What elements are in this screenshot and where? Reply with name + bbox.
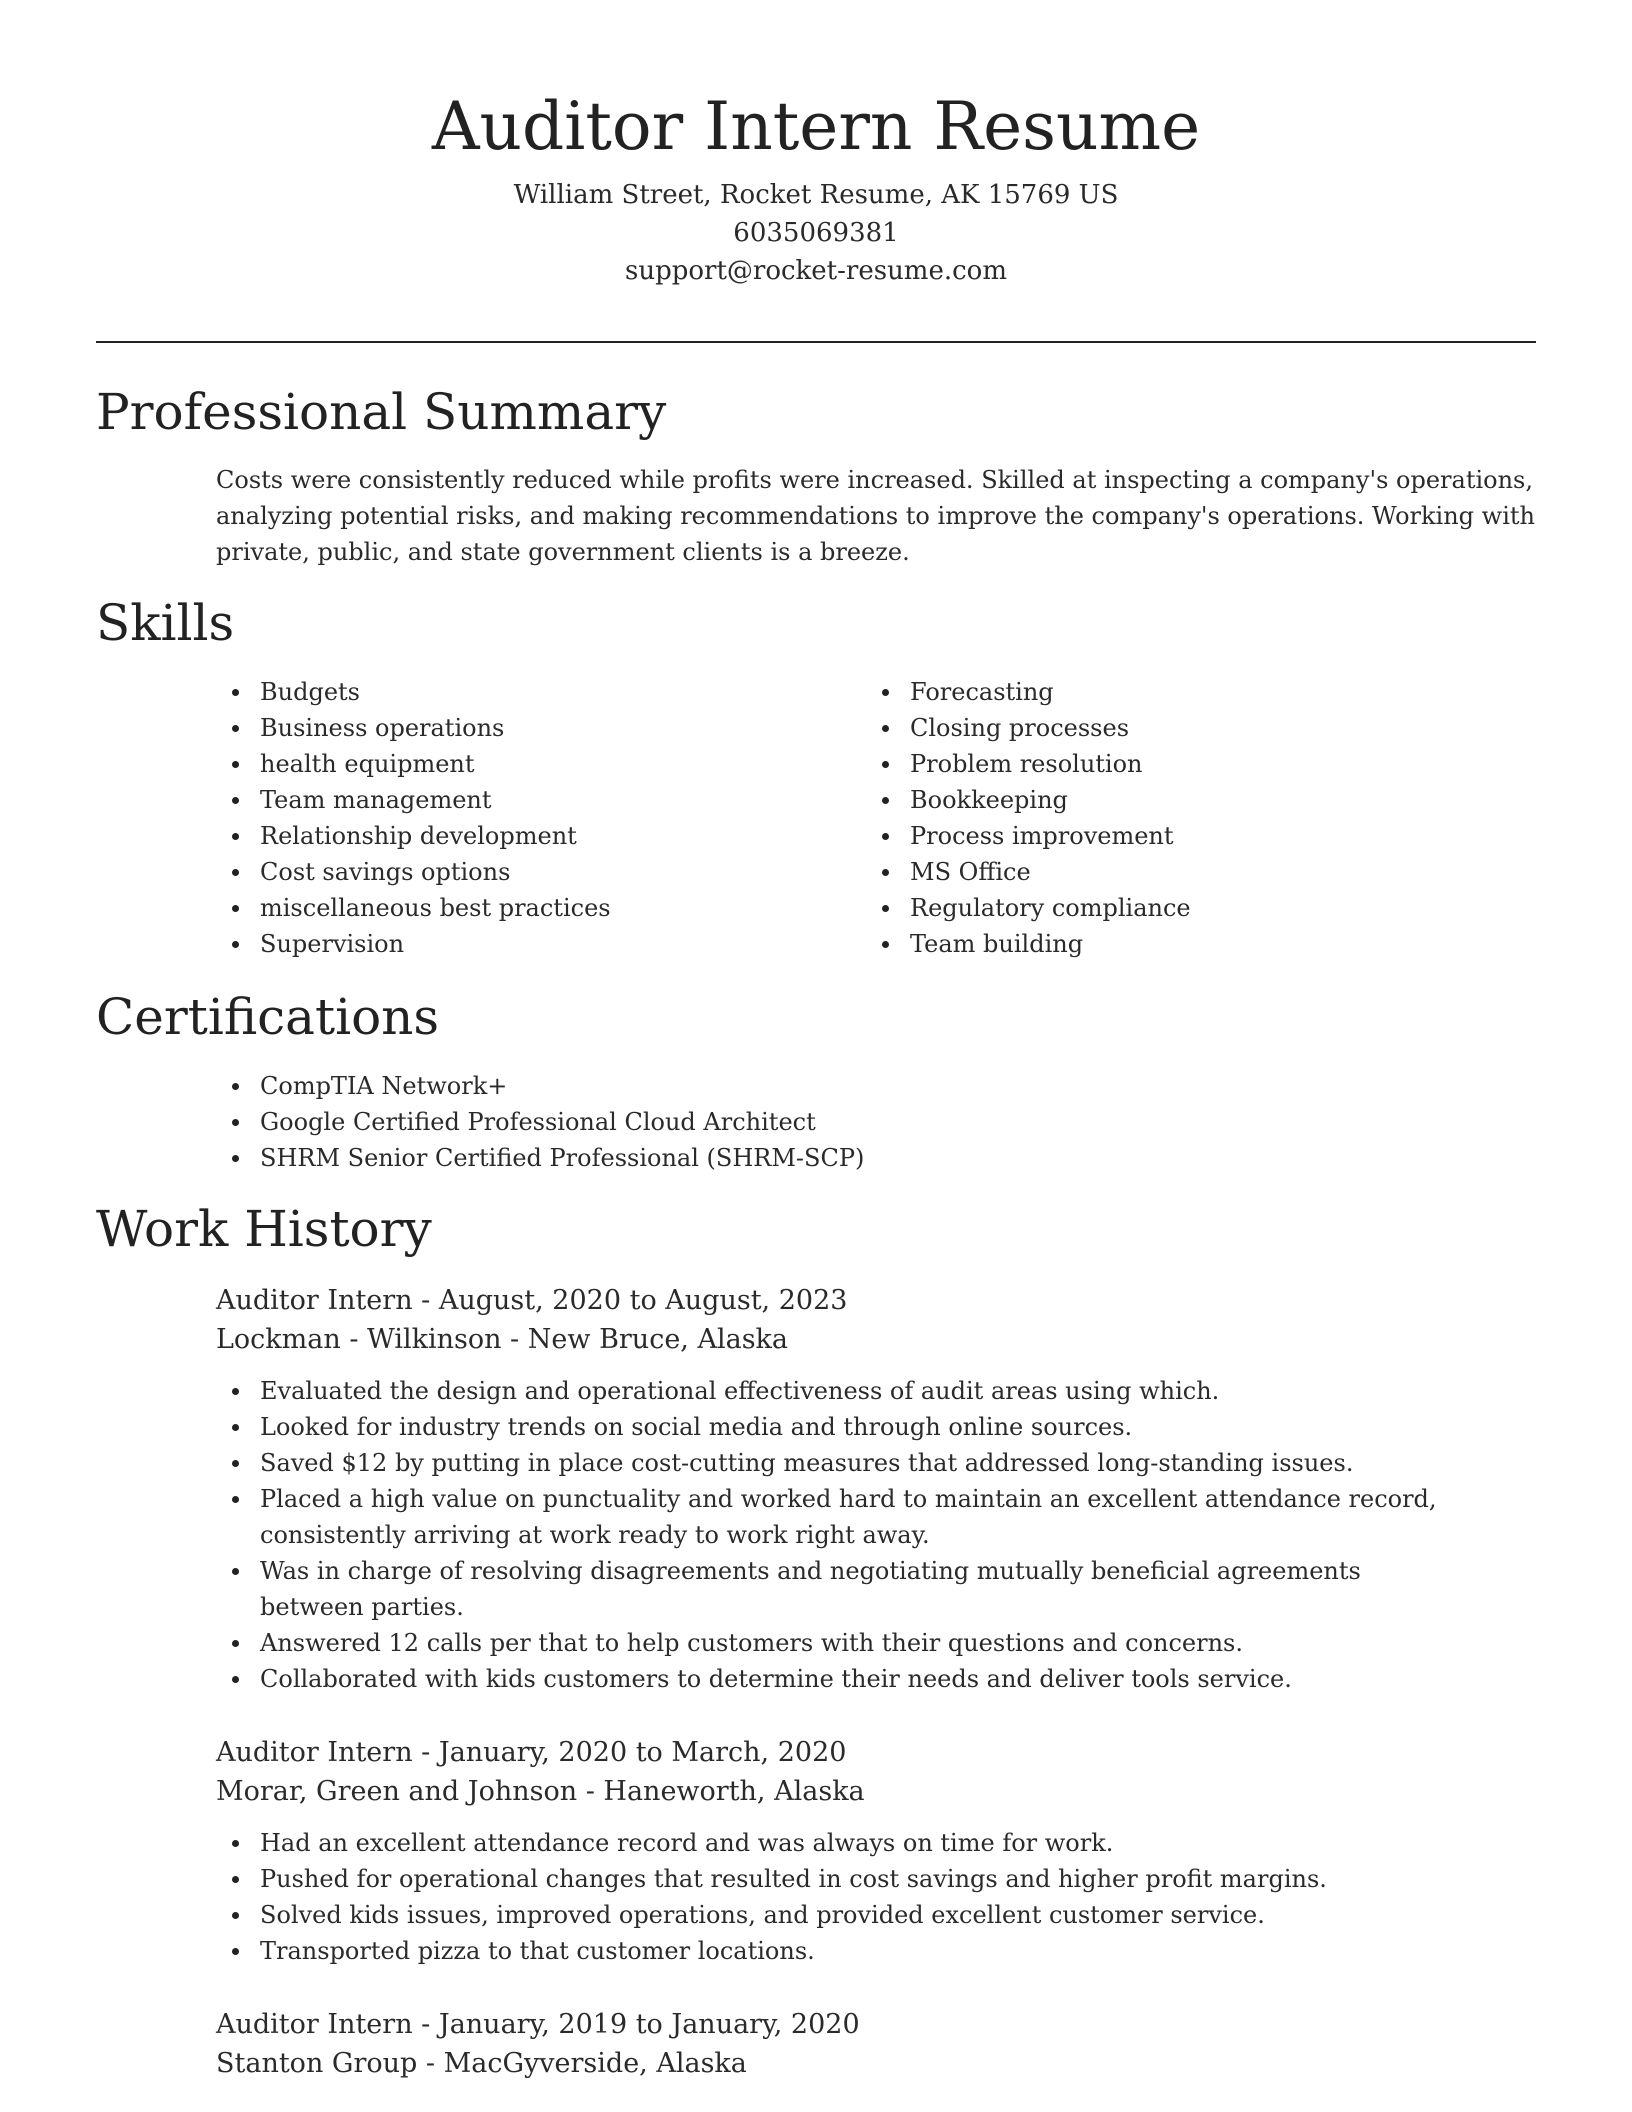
certification-item: Google Certified Professional Cloud Architect xyxy=(216,1104,1536,1140)
skill-item: Team building xyxy=(866,926,1516,962)
job-bullet: Looked for industry trends on social media and through online sources. xyxy=(216,1409,1440,1445)
job-bullet-list xyxy=(216,1373,1536,1697)
job-bullet: Transported pizza to that customer locations. xyxy=(216,1933,1440,1969)
skill-item: health equipment xyxy=(216,746,866,782)
job-bullet: Was in charge of resolving disagreements and negotiating mutually beneficial agreements between parties. xyxy=(216,1553,1440,1625)
skill-item: Problem resolution xyxy=(866,746,1516,782)
job-bullet: Solved kids issues, improved operations, and provided excellent customer service. xyxy=(216,1897,1440,1933)
job-role-dates: Auditor Intern - August, 2020 to August, 2023 xyxy=(216,1285,848,1316)
job-role-dates: Auditor Intern - January, 2019 to January, 2020 xyxy=(216,2009,860,2040)
skills-list-left xyxy=(216,674,866,962)
job-bullet: Answered 12 calls per that to help customers with their questions and concerns. xyxy=(216,1625,1440,1661)
job-entry xyxy=(216,1281,1536,1697)
skill-item: Process improvement xyxy=(866,818,1516,854)
skill-item: Business operations xyxy=(216,710,866,746)
contact-phone: 6035069381 xyxy=(733,218,899,248)
job-bullet: Evaluated the design and operational effectiveness of audit areas using which. xyxy=(216,1373,1440,1409)
skill-item: Closing processes xyxy=(866,710,1516,746)
skill-item: Forecasting xyxy=(866,674,1516,710)
job-company-location: Morar, Green and Johnson - Haneworth, Alaska xyxy=(216,1776,865,1807)
skills-list-right xyxy=(866,674,1516,962)
job-entry xyxy=(216,2005,1536,2083)
section-title-summary: Professional Summary xyxy=(96,383,667,441)
job-bullet: Had an excellent attendance record and was always on time for work. xyxy=(216,1825,1440,1861)
job-role-dates: Auditor Intern - January, 2020 to March, 2020 xyxy=(216,1737,847,1768)
section-title-skills: Skills xyxy=(96,594,235,652)
certifications-list xyxy=(216,1068,1536,1176)
skill-item: Team management xyxy=(216,782,866,818)
job-bullet: Collaborated with kids customers to determine their needs and deliver tools service. xyxy=(216,1661,1440,1697)
skill-item: Relationship development xyxy=(216,818,866,854)
contact-address: William Street, Rocket Resume, AK 15769 US xyxy=(513,180,1119,210)
skill-item: Bookkeeping xyxy=(866,782,1516,818)
job-bullet: Pushed for operational changes that resulted in cost savings and higher profit margins. xyxy=(216,1861,1440,1897)
contact-block xyxy=(96,176,1536,290)
job-bullet: Placed a high value on punctuality and worked hard to maintain an excellent attendance record, consistently arriving at work ready to work right away. xyxy=(216,1481,1440,1553)
job-company-location: Stanton Group - MacGyverside, Alaska xyxy=(216,2048,747,2079)
certification-item: CompTIA Network+ xyxy=(216,1068,1536,1104)
job-bullet: Saved $12 by putting in place cost-cutting measures that addressed long-standing issues. xyxy=(216,1445,1440,1481)
skill-item: Regulatory compliance xyxy=(866,890,1516,926)
skill-item: miscellaneous best practices xyxy=(216,890,866,926)
skill-item: Supervision xyxy=(216,926,866,962)
skill-item: MS Office xyxy=(866,854,1516,890)
summary-text: Costs were consistently reduced while profits were increased. Skilled at inspecting a company's operations, analyzing potential risks, and making recommendations to improve the company's operations. Working with private, public, and state government clients is a breeze. xyxy=(216,466,1535,566)
job-bullet-list xyxy=(216,1825,1536,1969)
job-entry xyxy=(216,1733,1536,1969)
skill-item: Cost savings options xyxy=(216,854,866,890)
resume-title: Auditor Intern Resume xyxy=(431,88,1201,165)
header-divider xyxy=(96,341,1536,343)
job-company-location: Lockman - Wilkinson - New Bruce, Alaska xyxy=(216,1324,789,1355)
resume-header xyxy=(96,82,1536,290)
certification-item: SHRM Senior Certified Professional (SHRM-SCP) xyxy=(216,1140,1536,1176)
section-title-work-history: Work History xyxy=(96,1200,432,1258)
contact-email: support@rocket-resume.com xyxy=(624,256,1007,286)
skill-item: Budgets xyxy=(216,674,866,710)
section-title-certifications: Certifications xyxy=(96,988,440,1046)
